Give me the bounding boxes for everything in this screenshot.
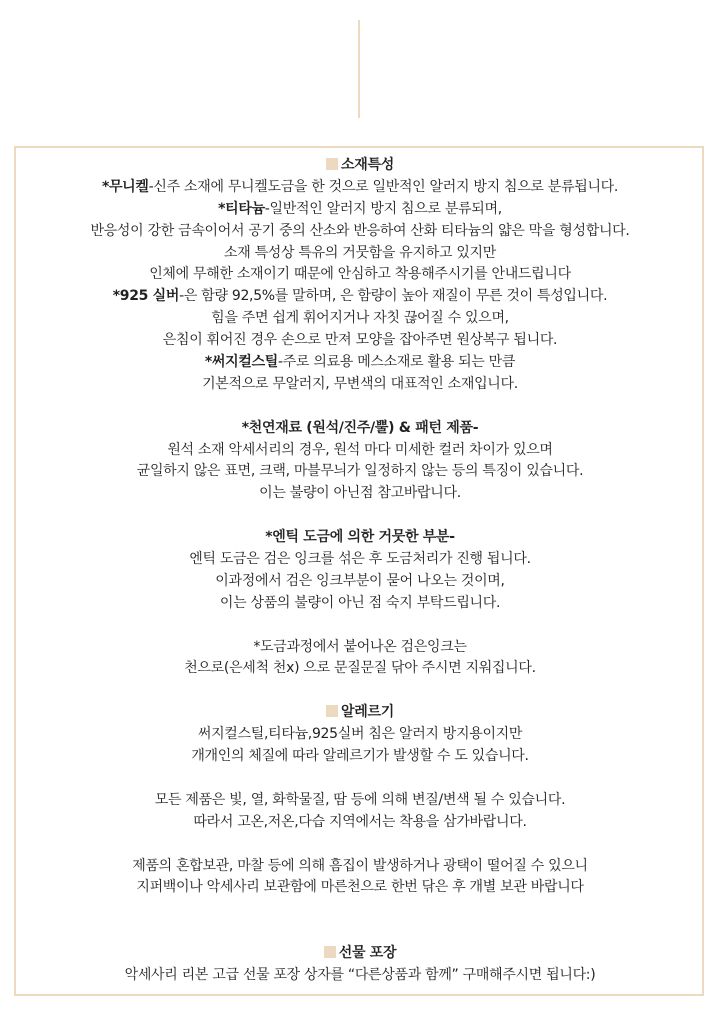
spacer <box>14 615 706 637</box>
allergy-heading: 알레르기 <box>14 702 706 724</box>
spacer <box>14 396 706 418</box>
material-heading: 소재특성 <box>14 155 706 177</box>
spacer <box>14 899 706 943</box>
natural-line-2: 균일하지 않은 표면, 크랙, 마블무늬가 일정하지 않는 등의 특징이 있습니다. <box>136 463 584 480</box>
surgical-line-2: 기본적으로 무알러지, 무변색의 대표적인 소재입니다. <box>202 375 518 392</box>
notice-content <box>14 155 706 987</box>
antique-line-2: 이과정에서 검은 잉크부분이 묻어 나오는 것이며, <box>215 572 505 589</box>
spacer <box>14 768 706 790</box>
spacer <box>14 505 706 527</box>
nickel-line: *무니켈-신주 소재에 무니켈도금을 한 것으로 일반적인 알러지 방지 침으로 분류됩니다. <box>101 178 619 195</box>
gift-line-1: 악세사리 리본 고급 선물 포장 상자를 “다른상품과 함께” 구매해주시면 됩니다:) <box>124 966 596 983</box>
antique-note-1: *도금과정에서 붙어나온 검은잉크는 <box>253 638 467 655</box>
natural-heading: *천연재료 (원석/진주/뿔) & 패턴 제품- <box>241 419 479 436</box>
square-bullet-icon <box>324 946 336 958</box>
natural-line-1: 원석 소재 악세서리의 경우, 원석 마다 미세한 컬러 차이가 있으며 <box>167 441 553 458</box>
titanium-line-2: 반응성이 강한 금속이어서 공기 중의 산소와 반응하여 산화 티타늄의 얇은 막을 형성합니다. <box>90 222 630 239</box>
top-divider-line <box>358 20 360 118</box>
natural-line-3: 이는 불량이 아닌점 참고바랍니다. <box>259 485 461 502</box>
allergy-line-2: 개개인의 체질에 따라 알레르기가 발생할 수 도 있습니다. <box>191 748 529 765</box>
silver-line-3: 은침이 휘어진 경우 손으로 만져 모양을 잡아주면 원상복구 됩니다. <box>162 332 558 349</box>
antique-line-3: 이는 상품의 불량이 아닌 점 숙지 부탁드립니다. <box>219 594 501 611</box>
allergy-line-3: 모든 제품은 빛, 열, 화학물질, 땀 등에 의해 변질/변색 될 수 있습니다. <box>154 791 566 808</box>
allergy-line-6: 지퍼백이나 악세사리 보관함에 마른천으로 한번 닦은 후 개별 보관 바랍니다 <box>136 879 584 896</box>
silver-line: *925 실버-은 함량 92,5%를 말하며, 은 함량이 높아 재질이 무른 것이 특성입니다. <box>112 288 608 305</box>
titanium-line-4: 인체에 무해한 소재이기 때문에 안심하고 착용해주시기를 안내드립니다 <box>149 266 571 283</box>
spacer <box>14 834 706 856</box>
antique-note-2: 천으로(은세척 천x) 으로 문질문질 닦아 주시면 지워집니다. <box>184 660 536 677</box>
titanium-line-3: 소재 특성상 특유의 거뭇함을 유지하고 있지만 <box>223 244 496 261</box>
square-bullet-icon <box>326 705 338 717</box>
surgical-line: *써지컬스틸-주로 의료용 메스소재로 활용 되는 만큼 <box>204 354 516 371</box>
square-bullet-icon <box>326 158 338 170</box>
silver-line-2: 힘을 주면 쉽게 휘어지거나 자칫 끊어질 수 있으며, <box>211 310 509 327</box>
titanium-line: *티타늄-일반적인 알러지 방지 침으로 분류되며, <box>218 200 502 217</box>
allergy-line-1: 써지컬스틸,티타늄,925실버 침은 알러지 방지용이지만 <box>197 726 523 743</box>
allergy-line-5: 제품의 혼합보관, 마찰 등에 의해 흠집이 발생하거나 광택이 떨어질 수 있으니 <box>132 857 588 874</box>
antique-line-1: 엔틱 도금은 검은 잉크를 섞은 후 도금처리가 진행 됩니다. <box>189 551 531 568</box>
gift-heading: 선물 포장 <box>14 943 706 965</box>
spacer <box>14 680 706 702</box>
allergy-line-4: 따라서 고온,저온,다습 지역에서는 착용을 삼가바랍니다. <box>193 813 527 830</box>
antique-heading: *엔틱 도금에 의한 거뭇한 부분- <box>265 529 455 546</box>
